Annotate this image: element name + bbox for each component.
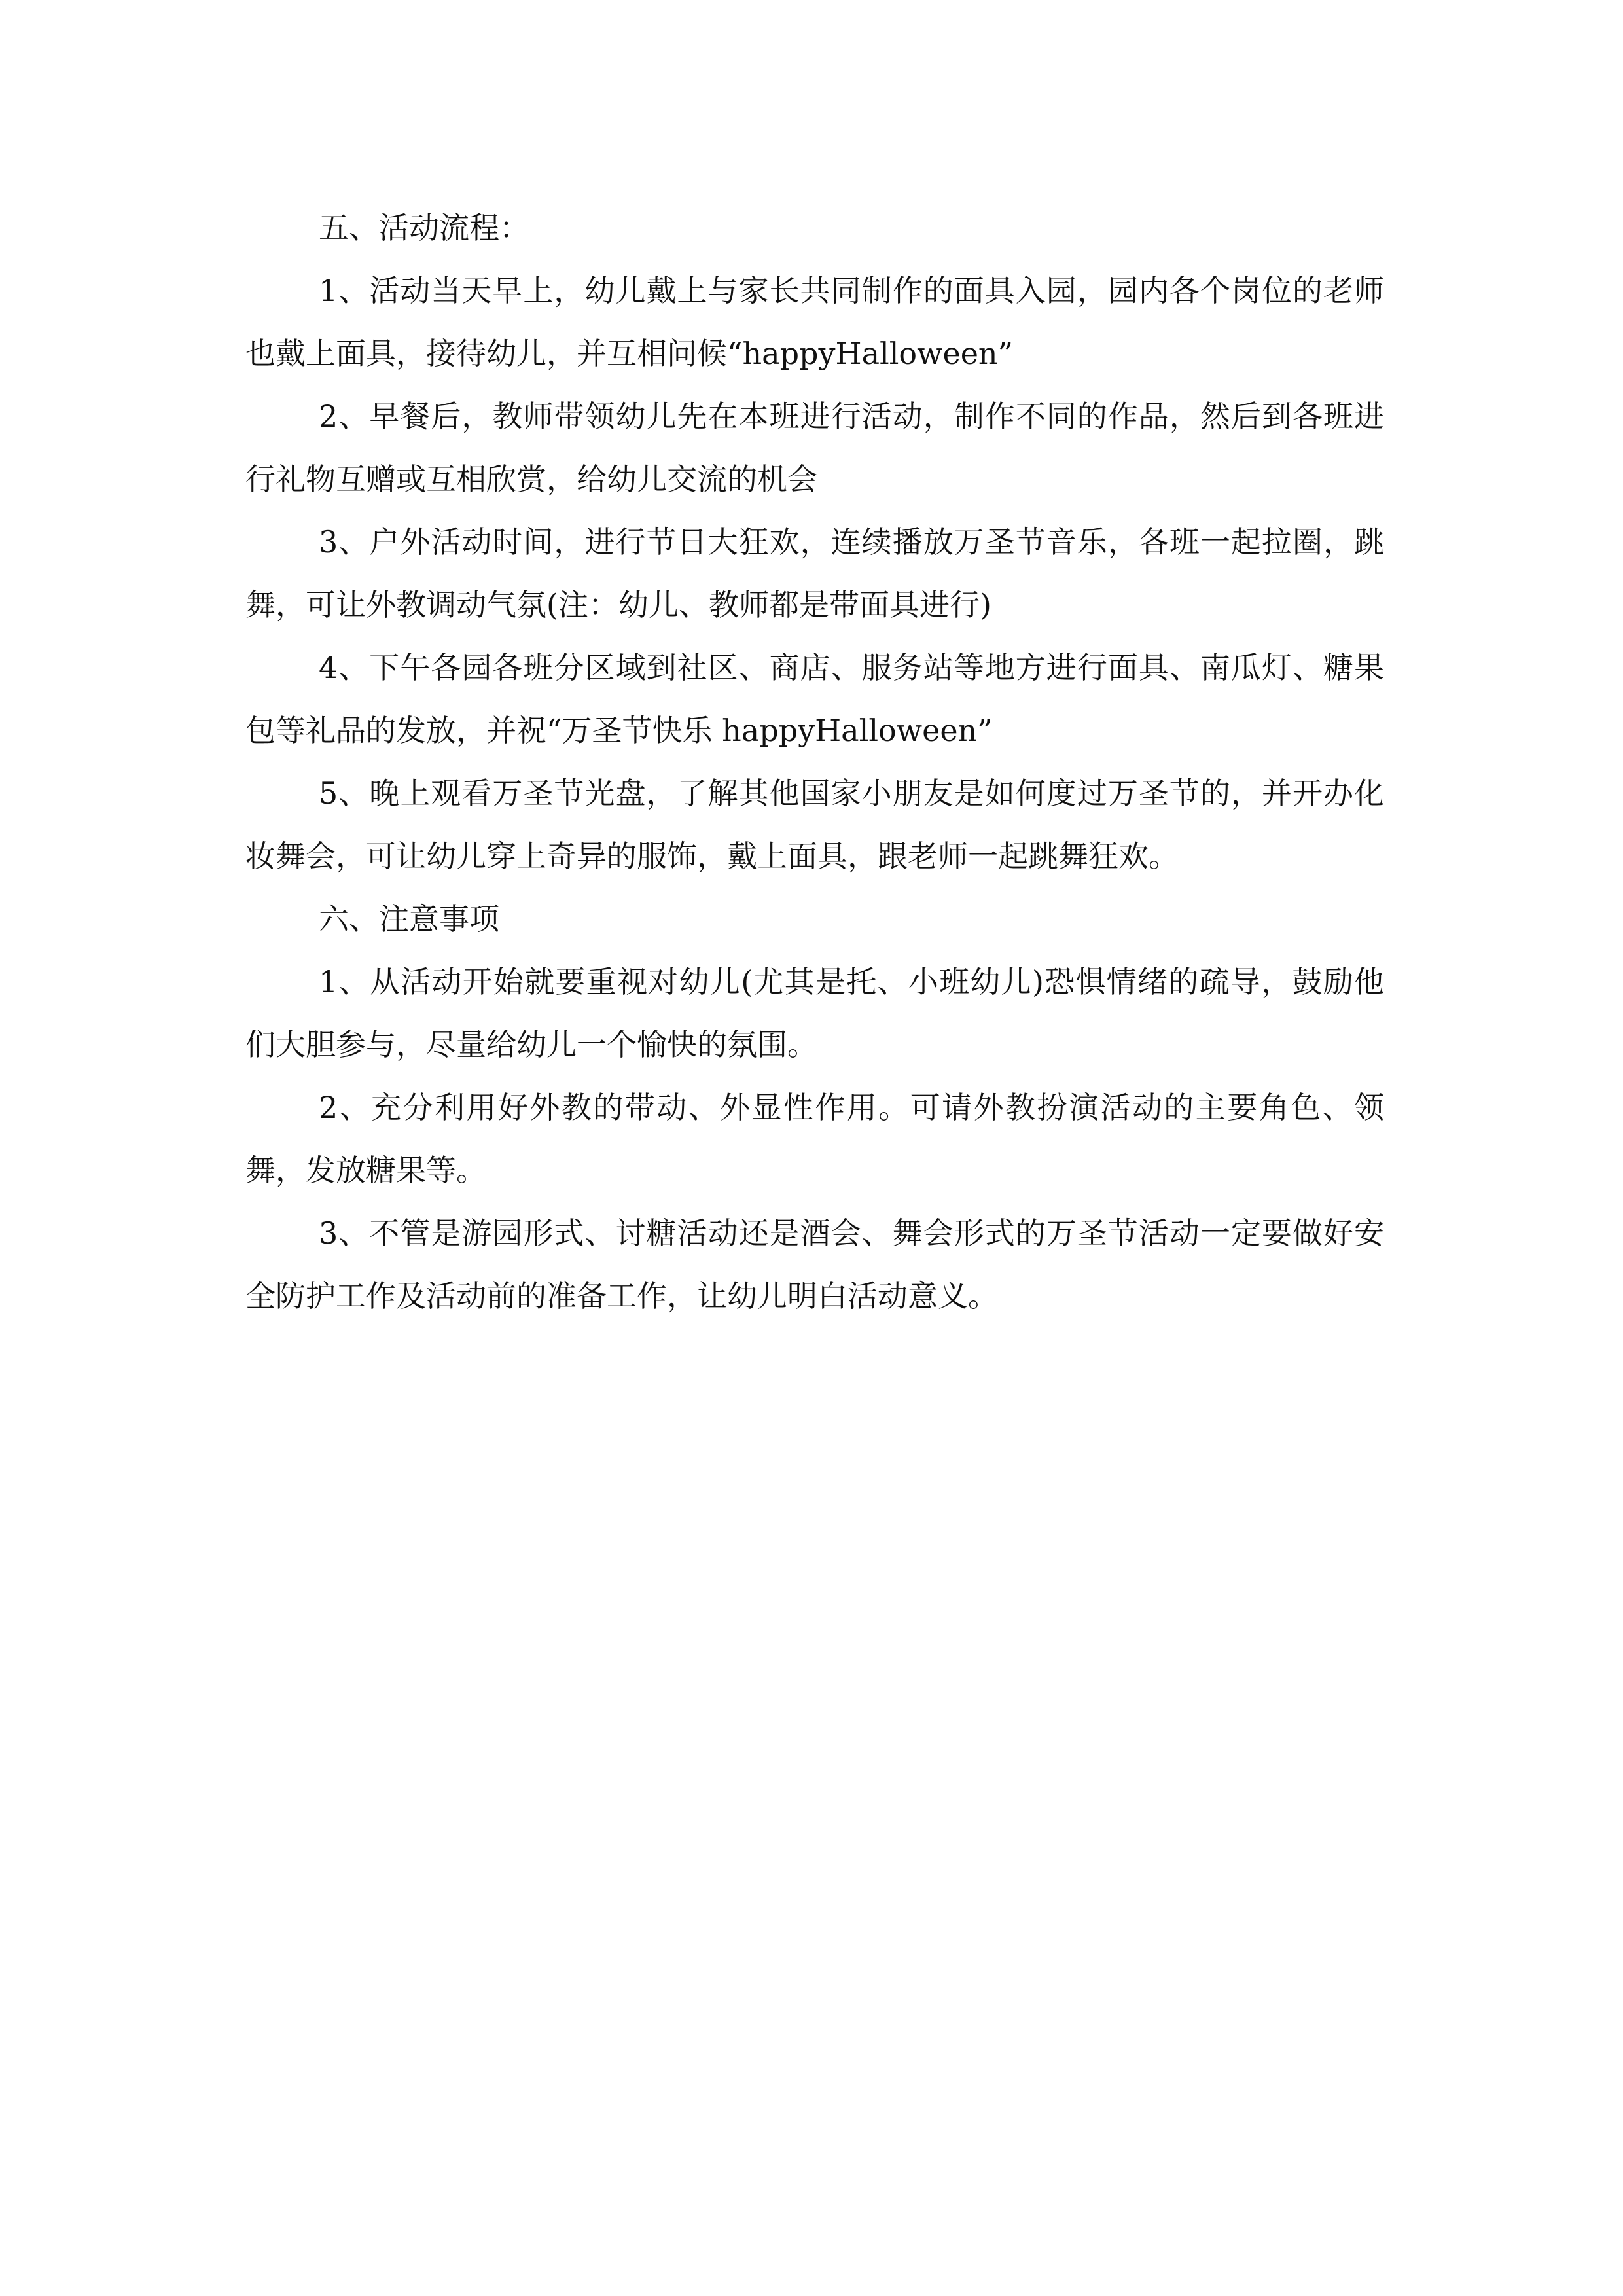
notes-item-1: 1、从活动开始就要重视对幼儿(尤其是托、小班幼儿)恐惧情绪的疏导，鼓励他们大胆参与，尽量给幼儿一个愉快的氛围。: [245, 964, 1384, 1062]
process-item-3: 3、户外活动时间，进行节日大狂欢，连续播放万圣节音乐，各班一起拉圈，跳舞，可让外教调动气氛(注：幼儿、教师都是带面具进行): [245, 524, 1384, 622]
process-item-4: 4、下午各园各班分区域到社区、商店、服务站等地方进行面具、南瓜灯、糖果包等礼品的发放，并祝“万圣节快乐 happyHalloween”: [245, 650, 1384, 748]
section-heading-notes: 六、注意事项: [319, 901, 499, 937]
section-heading-process: 五、活动流程：: [319, 210, 529, 245]
process-item-2: 2、早餐后，教师带领幼儿先在本班进行活动，制作不同的作品，然后到各班进行礼物互赠或互相欣赏，给幼儿交流的机会: [245, 399, 1384, 497]
document-page: [245, 196, 1384, 1327]
process-item-5: 5、晚上观看万圣节光盘，了解其他国家小朋友是如何度过万圣节的，并开办化妆舞会，可让幼儿穿上奇异的服饰，戴上面具，跟老师一起跳舞狂欢。: [245, 776, 1384, 874]
notes-item-3: 3、不管是游园形式、讨糖活动还是酒会、舞会形式的万圣节活动一定要做好安全防护工作及活动前的准备工作，让幼儿明白活动意义。: [245, 1215, 1384, 1314]
process-item-1: 1、活动当天早上，幼儿戴上与家长共同制作的面具入园，园内各个岗位的老师也戴上面具，接待幼儿，并互相问候“happyHalloween”: [245, 273, 1384, 371]
notes-item-2: 2、充分利用好外教的带动、外显性作用。可请外教扮演活动的主要角色、领舞，发放糖果等。: [245, 1090, 1384, 1188]
